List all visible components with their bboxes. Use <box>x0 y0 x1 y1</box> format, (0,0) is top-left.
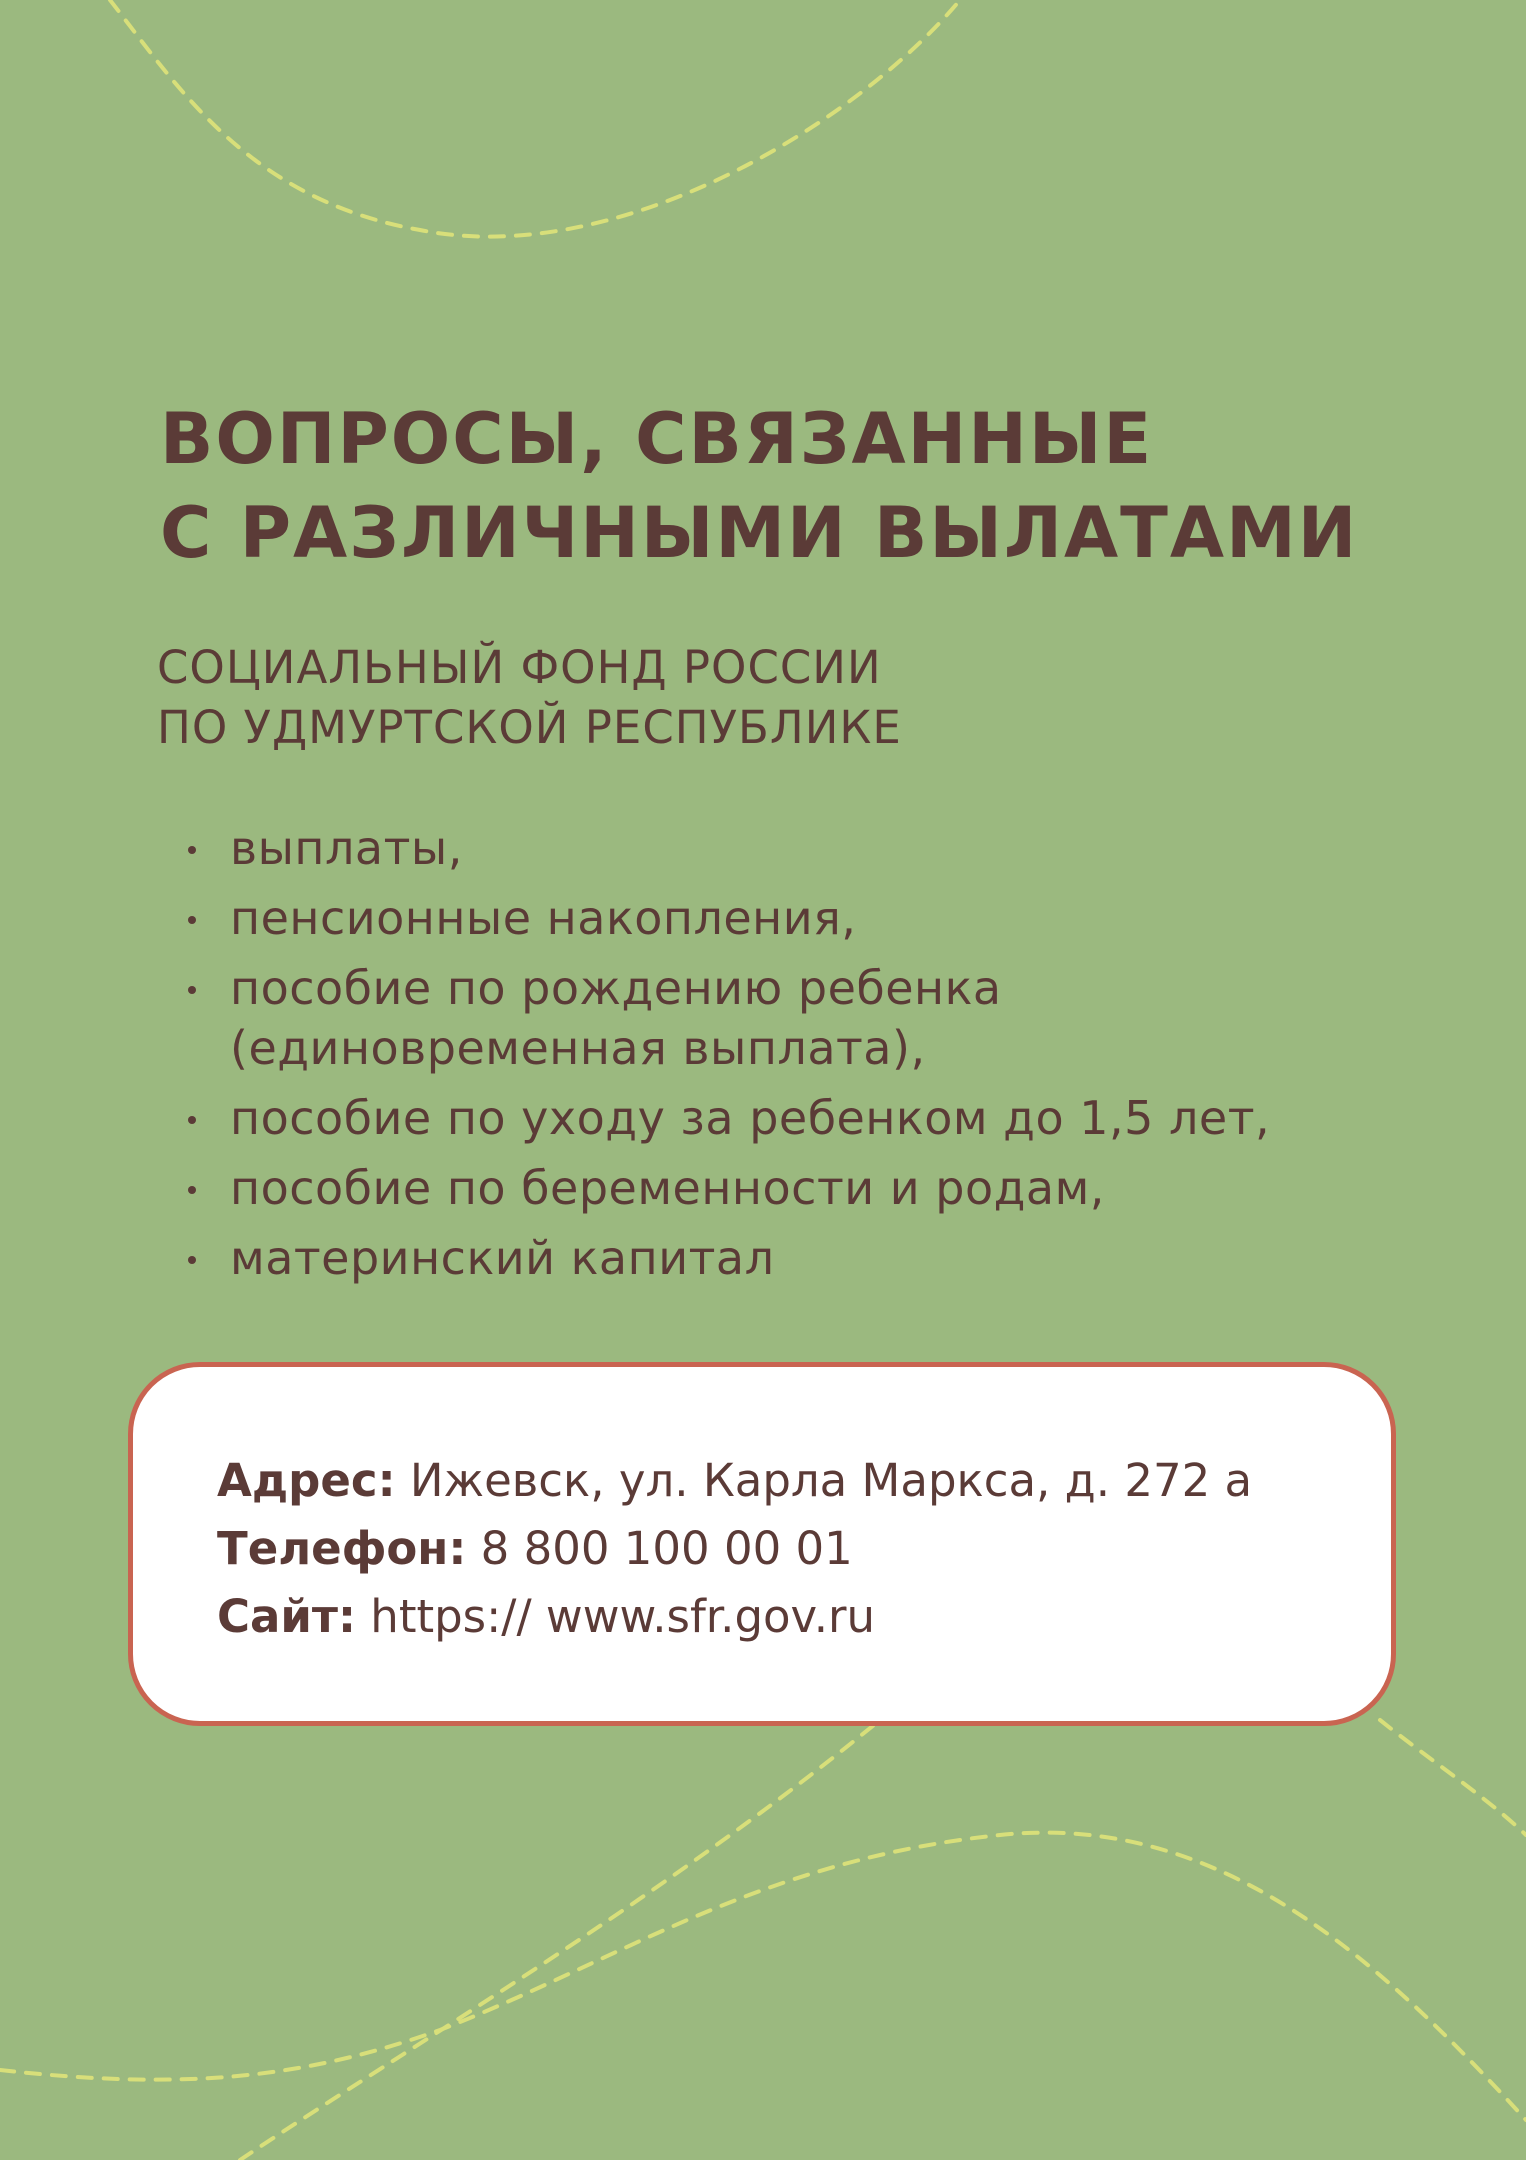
page-title <box>160 392 1420 580</box>
address-label: Адрес: <box>217 1454 396 1507</box>
website-link[interactable]: https:// www.sfr.gov.ru <box>356 1590 876 1643</box>
website-label: Сайт: <box>217 1590 356 1643</box>
organization-line-1: СОЦИАЛЬНЫЙ ФОНД РОССИИ <box>157 641 882 694</box>
bullet-icon <box>188 986 196 994</box>
website-row <box>217 1587 875 1647</box>
phone-value: 8 800 100 00 01 <box>466 1522 853 1575</box>
title-line-2: С РАЗЛИЧНЫМИ ВЫЛАТАМИ <box>160 492 1359 574</box>
contact-card <box>128 1362 1396 1726</box>
phone-row <box>217 1519 853 1579</box>
list-item-text: выплаты, <box>230 821 463 875</box>
list-item <box>180 958 1420 1078</box>
topics-list <box>180 818 1420 1298</box>
list-item-text: пособие по уходу за ребенком до 1,5 лет, <box>230 1091 1271 1145</box>
bullet-icon <box>188 1116 196 1124</box>
address-row <box>217 1451 1252 1511</box>
phone-label: Телефон: <box>217 1522 467 1575</box>
address-value: Ижевск, ул. Карла Маркса, д. 272 а <box>395 1454 1253 1507</box>
organization-name <box>157 638 1357 758</box>
list-item <box>180 818 1420 878</box>
list-item-text: пособие по рождению ребенка <box>230 961 1002 1015</box>
bullet-icon <box>188 916 196 924</box>
title-line-1: ВОПРОСЫ, СВЯЗАННЫЕ <box>160 398 1154 480</box>
bullet-icon <box>188 846 196 854</box>
list-item <box>180 1158 1420 1218</box>
list-item-text: материнский капитал <box>230 1231 775 1285</box>
bullet-icon <box>188 1186 196 1194</box>
list-item-text: пенсионные накопления, <box>230 891 857 945</box>
list-item <box>180 888 1420 948</box>
bullet-icon <box>188 1256 196 1264</box>
list-item <box>180 1228 1420 1288</box>
organization-line-2: ПО УДМУРТСКОЙ РЕСПУБЛИКЕ <box>157 701 902 754</box>
list-item <box>180 1088 1420 1148</box>
list-item-text-continued: (единовременная выплата), <box>230 1021 926 1075</box>
list-item-text: пособие по беременности и родам, <box>230 1161 1105 1215</box>
